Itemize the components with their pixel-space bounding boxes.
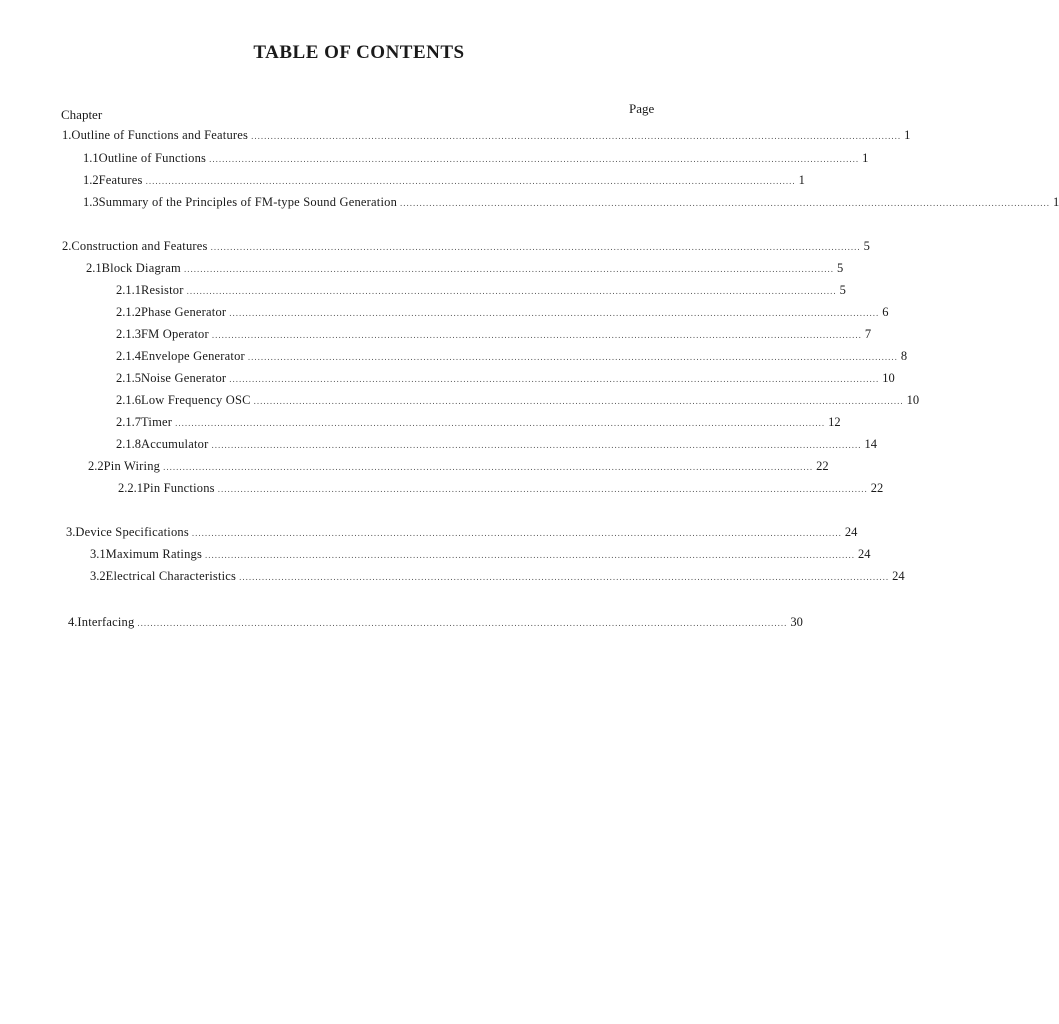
toc-entry-number: 4. — [68, 615, 78, 629]
toc-entry — [90, 569, 905, 587]
toc-entry-number: 2. — [62, 239, 72, 253]
toc-entry — [86, 261, 844, 279]
toc-entry-title: Phase Generator — [141, 305, 227, 319]
dot-leader: ........................................................................................................................................................................................................ — [247, 352, 898, 362]
toc-entry-page: 22 — [816, 459, 829, 473]
toc-entry-page: 5 — [836, 261, 844, 275]
toc-entry-title: Electrical Characteristics — [105, 569, 237, 583]
toc-entry-page: 8 — [900, 349, 908, 363]
toc-entry-number: 2.1.5 — [116, 371, 141, 385]
toc-entry — [116, 393, 920, 411]
toc-entry-number: 2.1.7 — [116, 415, 141, 429]
toc-entry-number: 1.1 — [83, 151, 99, 165]
toc-entry — [90, 547, 871, 565]
page-column-header: Page — [629, 101, 655, 116]
toc-entry-title: Resistor — [141, 283, 184, 297]
toc-entry-number: 2.1.3 — [116, 327, 141, 341]
toc-entry-number: 2.1 — [86, 261, 102, 275]
toc-entry — [116, 283, 846, 301]
toc-entry — [83, 151, 869, 169]
dot-leader: ........................................................................................................................................................................................................ — [229, 308, 880, 318]
toc-entry-number: 2.1.2 — [116, 305, 141, 319]
dot-leader: ........................................................................................................................................................................................................ — [191, 528, 842, 538]
toc-entry-number: 3.2 — [90, 569, 106, 583]
toc-entry-title: Timer — [141, 415, 173, 429]
toc-entry-page: 6 — [882, 305, 889, 319]
dot-leader: ........................................................................................................................................................................................................ — [210, 242, 861, 252]
toc-entry-page: 1 — [1053, 195, 1059, 209]
toc-entry-page: 22 — [870, 481, 884, 495]
toc-entry-title: Block Diagram — [101, 261, 181, 275]
dot-leader: ........................................................................................................................................................................................................ — [211, 330, 862, 340]
toc-entry — [116, 437, 877, 455]
toc-entry — [116, 327, 872, 345]
toc-entry — [62, 239, 870, 257]
toc-entry — [83, 173, 805, 191]
toc-entry-page: 5 — [839, 283, 846, 297]
dot-leader: ........................................................................................................................................................................................................ — [175, 418, 826, 428]
toc-entry — [118, 481, 884, 499]
toc-entry-page: 24 — [892, 569, 905, 583]
toc-entry-page: 10 — [906, 393, 920, 407]
dot-leader: ........................................................................................................................................................................................................ — [251, 131, 902, 141]
toc-entry — [62, 128, 911, 146]
toc-entry-title: Summary of the Principles of FM-type Sound Generation — [98, 195, 398, 209]
toc-entry-number: 2.2.1 — [118, 481, 143, 495]
dot-leader: ........................................................................................................................................................................................................ — [145, 176, 796, 186]
toc-entry-number: 2.1.4 — [116, 349, 141, 363]
toc-entry-title: Accumulator — [141, 437, 209, 451]
toc-entry-title: Features — [98, 173, 143, 187]
toc-entry-title: Noise Generator — [141, 371, 227, 385]
dot-leader: ........................................................................................................................................................................................................ — [137, 618, 788, 628]
toc-entry-number: 1.3 — [83, 195, 99, 209]
toc-entry-title: Outline of Functions — [98, 151, 207, 165]
dot-leader: ........................................................................................................................................................................................................ — [209, 154, 860, 164]
toc-entry-number: 1.2 — [83, 173, 99, 187]
toc-entry-number: 2.1.6 — [116, 393, 141, 407]
toc-entry-page: 30 — [790, 615, 803, 629]
toc-entry — [116, 305, 889, 323]
toc-entry-title: Envelope Generator — [141, 349, 245, 363]
toc-entry — [66, 525, 858, 543]
toc-entry — [116, 349, 908, 367]
toc-entry — [116, 371, 895, 389]
dot-leader: ........................................................................................................................................................................................................ — [400, 198, 1051, 208]
toc-entry-title: Device Specifications — [75, 525, 189, 539]
dot-leader: ........................................................................................................................................................................................................ — [253, 396, 904, 406]
toc-entry-page: 1 — [798, 173, 805, 187]
dot-leader: ........................................................................................................................................................................................................ — [211, 440, 862, 450]
toc-entry-page: 1 — [904, 128, 911, 142]
toc-entry-title: Low Frequency OSC — [141, 393, 251, 407]
dot-leader: ........................................................................................................................................................................................................ — [205, 550, 856, 560]
dot-leader: ........................................................................................................................................................................................................ — [239, 572, 890, 582]
toc-entry-page: 24 — [844, 525, 858, 539]
toc-entry — [83, 195, 1059, 213]
dot-leader: ........................................................................................................................................................................................................ — [183, 264, 834, 274]
toc-entry-title: Pin Functions — [143, 481, 215, 495]
toc-entry-page: 7 — [864, 327, 872, 341]
toc-entry-title: FM Operator — [141, 327, 209, 341]
toc-entry-title: Interfacing — [77, 615, 135, 629]
toc-entry-number: 1. — [62, 128, 72, 142]
toc-entry — [116, 415, 841, 433]
toc-entry — [68, 615, 803, 633]
toc-entry-number: 2.2 — [88, 459, 104, 473]
dot-leader: ........................................................................................................................................................................................................ — [217, 484, 868, 494]
toc-entry-title: Outline of Functions and Features — [71, 128, 249, 142]
toc-entry-number: 3.1 — [90, 547, 106, 561]
toc-entry-title: Construction and Features — [71, 239, 208, 253]
toc-entry-number: 3. — [66, 525, 76, 539]
chapter-column-header: Chapter — [61, 107, 103, 122]
toc-entry-number: 2.1.8 — [116, 437, 141, 451]
toc-entry-title: Maximum Ratings — [105, 547, 203, 561]
page-title: TABLE OF CONTENTS — [253, 42, 465, 63]
toc-entry-page: 12 — [828, 415, 841, 429]
dot-leader: ........................................................................................................................................................................................................ — [229, 374, 880, 384]
toc-entry-page: 10 — [882, 371, 895, 385]
toc-entry-page: 1 — [862, 151, 869, 165]
toc-entry-page: 5 — [863, 239, 870, 253]
toc-entry-title: Pin Wiring — [103, 459, 161, 473]
toc-entry-page: 24 — [858, 547, 871, 561]
toc-entry — [88, 459, 829, 477]
dot-leader: ........................................................................................................................................................................................................ — [163, 462, 814, 472]
dot-leader: ........................................................................................................................................................................................................ — [186, 286, 837, 296]
toc-entry-page: 14 — [864, 437, 877, 451]
toc-entry-number: 2.1.1 — [116, 283, 141, 297]
